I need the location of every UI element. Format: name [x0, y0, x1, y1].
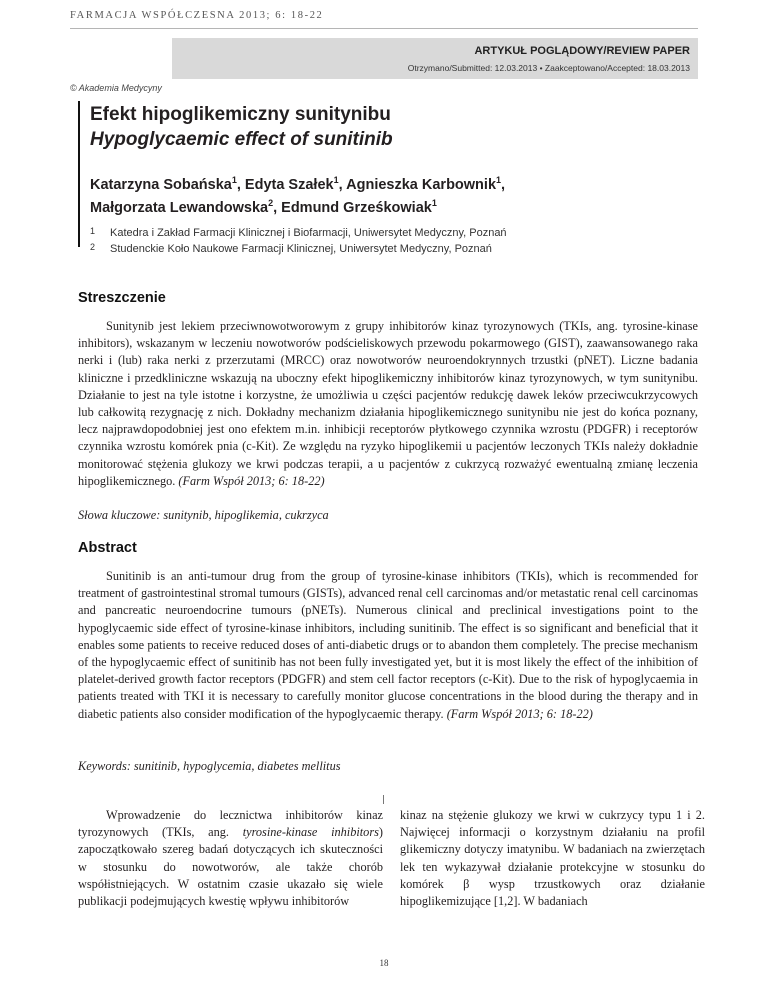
abstract-body [78, 568, 698, 723]
copyright-notice: © Akademia Medycyny [70, 83, 162, 93]
intro-left-column [78, 807, 383, 910]
abstract-heading: Abstract [78, 540, 137, 556]
author-affiliation-mark: 1 [333, 175, 339, 185]
streszczenie-text: Sunitynib jest lekiem przeciwnowotworowym z grupy inhibitorów kinaz tyrozynowych (TKIs, ang. tyrosine-kinase inhibitors), wskazanym w leczeniu nowotworów podścieliskowych przewodu pokarmowego (GIST), zaawansowanego raka nerki i (lub) raka nerki z przerzutami (MRCC) oraz nowotworów neuroendokrynnych trzustki (pNET). Liczne badania kliniczne i przedkliniczne wskazują na uboczny efekt hipoglikemiczny inhibitorów kinaz tyrozynowych, w tym sunitynibu. Działanie to jest na tyle istotne i korzystne, że umożliwia u części pacjentów redukcję dawek leków przeciwcukrzycowych lub całkowitą rezygnację z nich. Dokładny mechanizm działania hipoglikemicznego sunitynibu nie jest do końca poznany, lecz najprawdopodobniej jest ono efektem m.in. inhibicji receptorów płytkowego czynnika wzrostu (PDGFR) i receptorów czynnika wzrostu komórek pnia (c-Kit). Ze względu na ryzyko hipoglikemii u pacjentów leczonych TKIs należy dokładnie monitorować stężenia glukozy we krwi podczas terapii, a u pacjentów z cukrzycą rozważyć ewentualną zmianę leczenia hipoglikemicznego. [78, 319, 698, 488]
intro-right-column: kinaz na stężenie glukozy we krwi w cukrzycy typu 1 i 2. Najwięcej informacji o korzystnym działaniu na profil glikemiczny dotyczy imatynibu. W badaniach na zwierzętach lek ten wykazywał działanie protekcyjne w stosunku do komórek β wysp trzustkowych oraz działanie hipoglikemizujące [1,2]. W badaniach [400, 808, 705, 909]
affiliation-text: Katedra i Zakład Farmacji Klinicznej i Biofarmacji, Uniwersytet Medyczny, Poznań [110, 226, 507, 239]
author-separator: , [501, 176, 506, 193]
affiliation-text: Studenckie Koło Naukowe Farmacji Klinicznej, Uniwersytet Medyczny, Poznań [110, 242, 492, 255]
author-affiliation-mark: 1 [231, 175, 237, 185]
author-separator: , [273, 199, 282, 216]
header-divider [70, 28, 698, 29]
title-polish: Efekt hipoglikemiczny sunitynibu [90, 104, 391, 125]
author-separator: , [338, 176, 347, 193]
author-name: Edyta Szałek [244, 176, 334, 193]
author-separator: , [236, 176, 245, 193]
streszczenie-heading: Streszczenie [78, 290, 166, 306]
streszczenie-keywords: Słowa kluczowe: sunitynib, hipoglikemia, cukrzyca [78, 508, 329, 522]
author-name: Małgorzata Lewandowska [90, 199, 269, 216]
abstract-citation: (Farm Współ 2013; 6: 18-22) [446, 706, 593, 721]
abstract-keywords: Keywords: sunitinib, hypoglycemia, diabetes mellitus [78, 759, 341, 773]
abstract-text: Sunitinib is an anti-tumour drug from the group of tyrosine-kinase inhibitors (TKIs), which is recommended for treatment of gastrointestinal stromal tumours (GISTs), advanced renal cell carcinomas and/or metastatic renal cell carcinomas and pancreatic neuroendocrine tumours (pNETs). Numerous clinical and preclinical investigations point to the hypoglycaemic side effect of tyrosine-kinase inhibitors, including sunitinib. The effect is so significant and beneficial that it enables some patients to receive reduced doses of anti-diabetic drugs or to abandon them completely. The precise mechanism of the hypoglycaemic effect of sunitinib has not been fully investigated yet, but it is most likely the effect of the inhibition of platelet-derived growth factor receptors (PDGFR) and stem cell factor receptors (c-Kit). Due to the risk of hypoglycaemia in patients treated with TKI it is necessary to carefully monitor glucose concentrations in the blood during the therapy and in diabetic patients also consider modification of the hypoglycaemic therapy. [78, 569, 698, 721]
article-info-box [172, 38, 698, 79]
intro-text: ) zapoczątkowało szereg badań dotyczących ich skuteczności w stosunku do nowotworów, ale także chorób współistniejących. W ostatnim czasie ukazało się wiele publikacji podejmujących kwestię wpływu inhibitorów [78, 825, 384, 909]
journal-header: FARMACJA WSPÓŁCZESNA 2013; 6: 18-22 [70, 10, 324, 21]
title-english: Hypoglycaemic effect of sunitinib [90, 129, 393, 150]
author-affiliation-mark: 1 [496, 175, 502, 185]
intro-italic-term: tyrosine-kinase inhibitors [242, 825, 379, 840]
page-number: 18 [379, 958, 389, 968]
author-name: Agnieszka Karbownik [346, 176, 497, 193]
intro-text: Wprowadzenie do lecznictwa inhibitorów kinaz tyrozynowych (TKIs, ang. [78, 808, 383, 840]
article-dates: Otrzymano/Submitted: 12.03.2013 • Zaakceptowano/Accepted: 18.03.2013 [407, 63, 690, 73]
author-affiliation-mark: 2 [268, 197, 274, 208]
author-name: Katarzyna Sobańska [90, 176, 232, 193]
affiliation-item [90, 225, 698, 241]
title-block [90, 102, 698, 257]
author-list [90, 171, 698, 217]
affiliation-number: 1 [90, 225, 96, 236]
affiliations [90, 225, 698, 257]
author-affiliation-mark: 1 [431, 197, 437, 208]
affiliation-item [90, 241, 698, 257]
streszczenie-citation: (Farm Współ 2013; 6: 18-22) [178, 473, 325, 488]
streszczenie-body [78, 318, 698, 490]
author-name: Edmund Grześkowiak [281, 199, 432, 216]
title-accent-bar [78, 101, 80, 247]
column-marker-right [383, 795, 384, 804]
affiliation-number: 2 [90, 241, 96, 252]
article-type: ARTYKUŁ POGLĄDOWY/REVIEW PAPER [474, 45, 690, 57]
